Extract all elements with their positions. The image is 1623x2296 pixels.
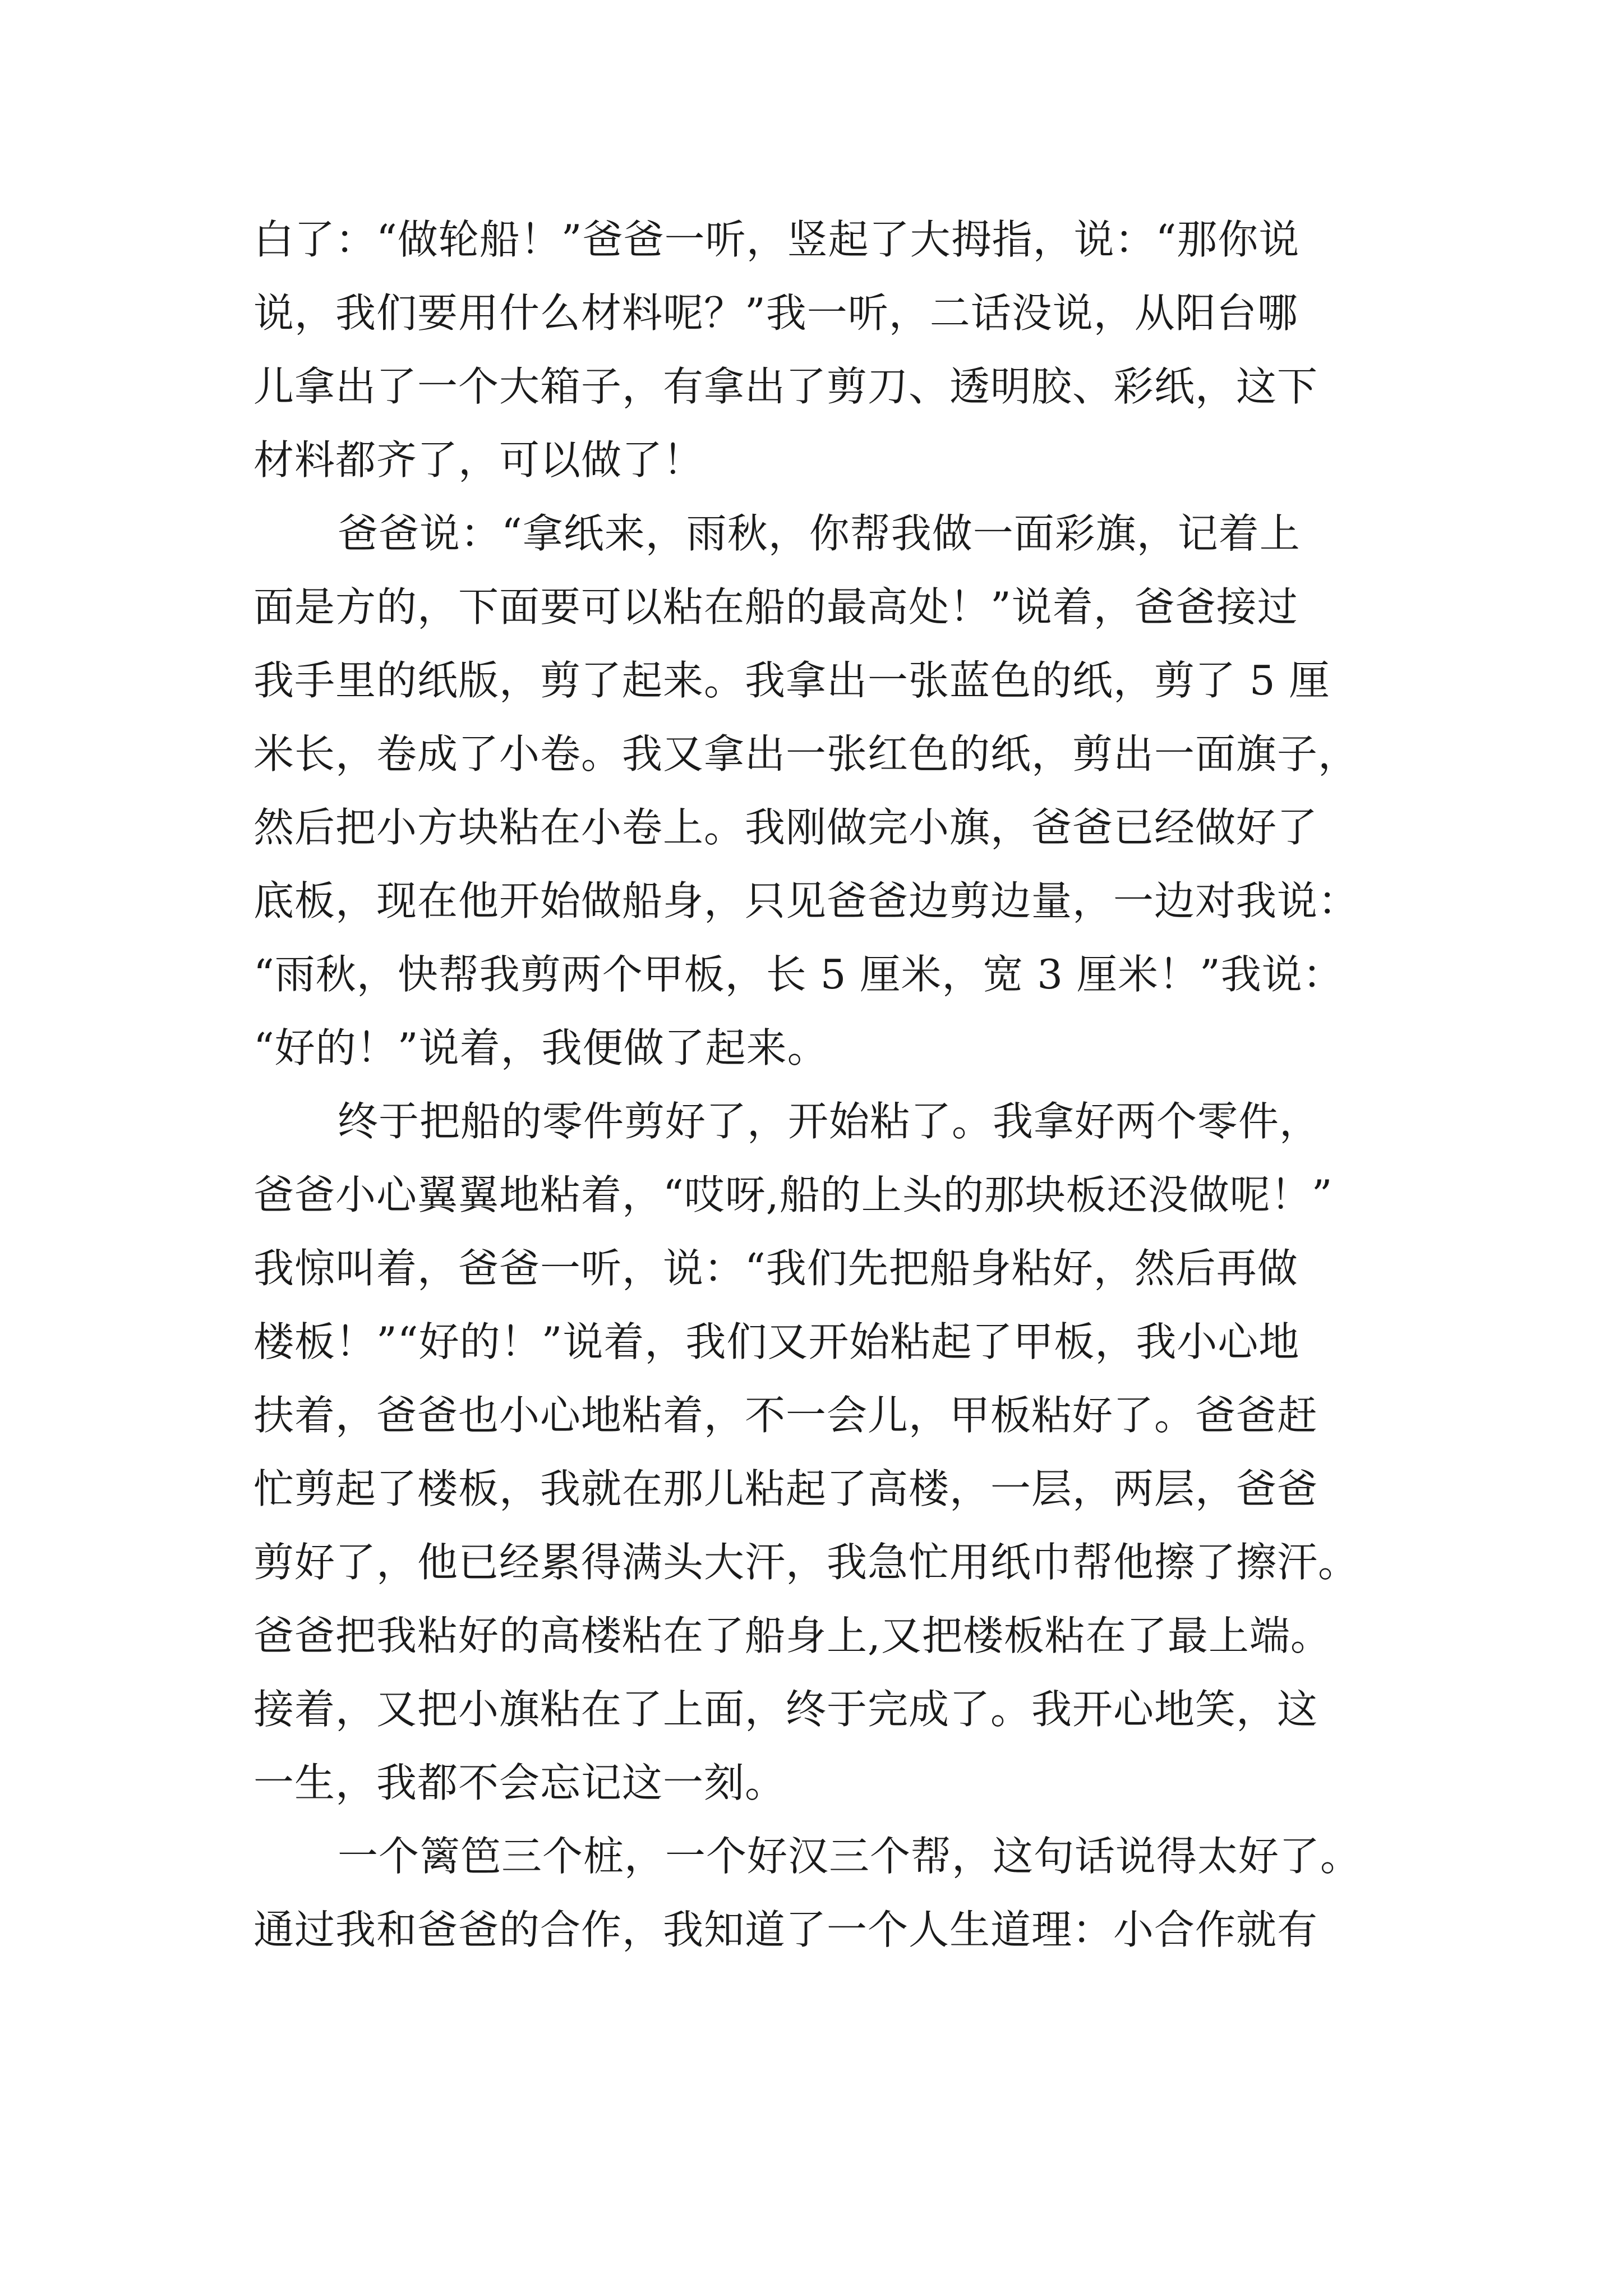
text-line: 儿拿出了一个大箱子，有拿出了剪刀、透明胶、彩纸，这下 (253, 363, 1318, 410)
text-line: 一个篱笆三个桩，一个好汉三个帮，这句话说得太好了。 (338, 1833, 1362, 1880)
text-line: 米长，卷成了小卷。我又拿出一张红色的纸，剪出一面旗子， (253, 730, 1359, 777)
text-line: 白了：“做轮船！”爸爸一听，竖起了大拇指，说：“那你说 (253, 216, 1300, 263)
text-line: 底板，现在他开始做船身，只见爸爸边剪边量，一边对我说： (253, 877, 1359, 924)
text-line: 然后把小方块粘在小卷上。我刚做完小旗，爸爸已经做好了 (253, 804, 1318, 851)
text-line: 我手里的纸版，剪了起来。我拿出一张蓝色的纸，剪了 5 厘 (253, 657, 1330, 704)
text-line: 剪好了，他已经累得满头大汗，我急忙用纸巾帮他擦了擦汗。 (253, 1539, 1359, 1586)
text-line: 终于把船的零件剪好了，开始粘了。我拿好两个零件， (338, 1098, 1321, 1145)
text-line: “雨秋，快帮我剪两个甲板，长 5 厘米，宽 3 厘米！”我说： (253, 951, 1344, 998)
text-line: 材料都齐了，可以做了！ (253, 436, 704, 484)
text-line: 忙剪起了楼板，我就在那儿粘起了高楼，一层，两层，爸爸 (253, 1465, 1318, 1512)
text-line: 爸爸说：“拿纸来，雨秋，你帮我做一面彩旗，记着上 (338, 510, 1301, 557)
text-line: 我惊叫着，爸爸一听，说：“我们先把船身粘好，然后再做 (253, 1245, 1298, 1292)
text-line: 说，我们要用什么材料呢？”我一听，二话没说，从阳台哪 (253, 289, 1298, 337)
text-line: 通过我和爸爸的合作，我知道了一个人生道理：小合作就有 (253, 1906, 1318, 1953)
text-line: 爸爸小心翼翼地粘着，“哎呀,船的上头的那块板还没做呢！” (253, 1171, 1333, 1218)
body-text (253, 203, 1437, 1967)
text-line: 一生，我都不会忘记这一刻。 (253, 1759, 786, 1806)
text-line: 爸爸把我粘好的高楼粘在了船身上,又把楼板粘在了最上端。 (253, 1612, 1331, 1659)
text-line: 面是方的，下面要可以粘在船的最高处！”说着，爸爸接过 (253, 583, 1298, 631)
text-line: 扶着，爸爸也小心地粘着，不一会儿，甲板粘好了。爸爸赶 (253, 1392, 1318, 1439)
text-line: 楼板！”“好的！”说着，我们又开始粘起了甲板，我小心地 (253, 1318, 1300, 1365)
text-line: 接着，又把小旗粘在了上面，终于完成了。我开心地笑，这 (253, 1686, 1318, 1733)
text-line: “好的！”说着，我便做了起来。 (253, 1024, 828, 1071)
